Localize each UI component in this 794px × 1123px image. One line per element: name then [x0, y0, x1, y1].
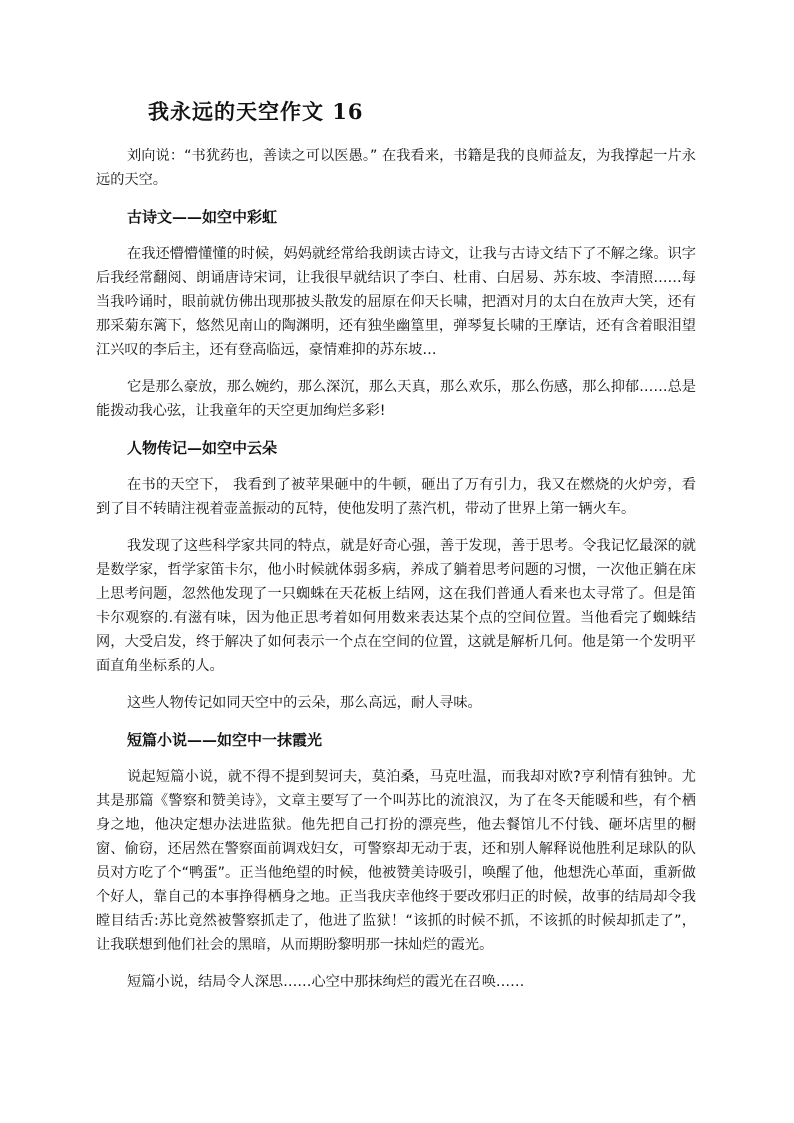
body-paragraph: 说起短篇小说，就不得不提到契诃夫，莫泊桑，马克吐温，而我却对欧?亨利情有独钟。尤其是那篇《警察和赞美诗》，文章主要写了一个叫苏比的流浪汉，为了在冬天能暖和些，有个栖身之地，他决定想办法进监狱。他先把自己打扮的漂亮些，他去餐馆儿不付钱、砸坏店里的橱窗、偷窃，还居然在警察面前调戏妇女，可警察却无动于衷，还和别人解释说他胜利足球队的队员对方吃了个“鸭蛋”。正当他绝望的时候，他被赞美诗吸引，唤醒了他，他想洗心革面，重新做个好人，靠自己的本事挣得栖身之地。正当我庆幸他终于要改邪归正的时候，故事的结局却令我瞠目结舌:苏比竟然被警察抓走了，他进了监狱！“该抓的时候不抓，不该抓的时候却抓走了”，让我联想到他们社会的黑暗，从而期盼黎明那一抹灿烂的霞光。 [96, 769, 696, 953]
body-paragraph: 这些人物传记如同天空中的云朵，那么高远，耐人寻味。 [127, 695, 482, 711]
body-paragraph: 我发现了这些科学家共同的特点，就是好奇心强，善于发现，善于思考。令我记忆最深的就是数学家，哲学家笛卡尔，他小时候就体弱多病，养成了躺着思考问题的习惯，一次他正躺在床上思考问题，忽然他发现了一只蜘蛛在天花板上结网，这在我们普通人看来也太寻常了。但是笛卡尔观察的.有滋有味，因为他正思考着如何用数来表达某个点的空间位置。当他看完了蜘蛛结网，大受启发，终于解决了如何表示一个点在空间的位置，这就是解析几何。他是第一个发明平面直角坐标系的人。 [96, 538, 696, 674]
document-body [96, 144, 696, 1007]
document-title: 我永远的天空作文 16 [148, 99, 364, 124]
body-paragraph: 短篇小说，结局令人深思……心空中那抹绚烂的霞光在召唤…… [127, 974, 525, 990]
section-heading: 人物传记—如空中云朵 [127, 439, 278, 457]
body-paragraph: 在书的天空下， 我看到了被苹果砸中的牛顿，砸出了万有引力，我又在燃烧的火炉旁，看到了目不转睛注视着壶盖振动的瓦特，使他发明了蒸汽机，带动了世界上第一辆火车。 [96, 477, 696, 517]
body-paragraph: 它是那么豪放，那么婉约，那么深沉，那么天真，那么欢乐，那么伤感，那么抑郁……总是能拨动我心弦，让我童年的天空更加绚烂多彩! [96, 379, 696, 419]
section-biography [96, 436, 696, 715]
section-heading: 短篇小说——如空中一抹霞光 [127, 731, 323, 749]
section-heading: 古诗文——如空中彩虹 [127, 208, 278, 226]
section-ancient-poetry [96, 205, 696, 423]
body-paragraph: 在我还懵懵懂懂的时候，妈妈就经常给我朗读古诗文，让我与古诗文结下了不解之缘。识字后我经常翻阅、朗诵唐诗宋词，让我很早就结识了李白、杜甫、白居易、苏东坡、李清照……每当我吟诵时，眼前就仿佛出现那披头散发的屈原在仰天长啸，把酒对月的太白在放声大笑，还有那采菊东篱下，悠然见南山的陶渊明，还有独坐幽篁里，弹琴复长啸的王摩诘，还有含着眼泪望江兴叹的李后主，还有登高临远，豪情难抑的苏东坡… [96, 246, 696, 358]
intro-paragraph: 刘向说：“书犹药也，善读之可以医愚。” 在我看来，书籍是我的良师益友，为我撑起一片永远的天空。 [96, 148, 696, 188]
section-short-story [96, 728, 696, 994]
